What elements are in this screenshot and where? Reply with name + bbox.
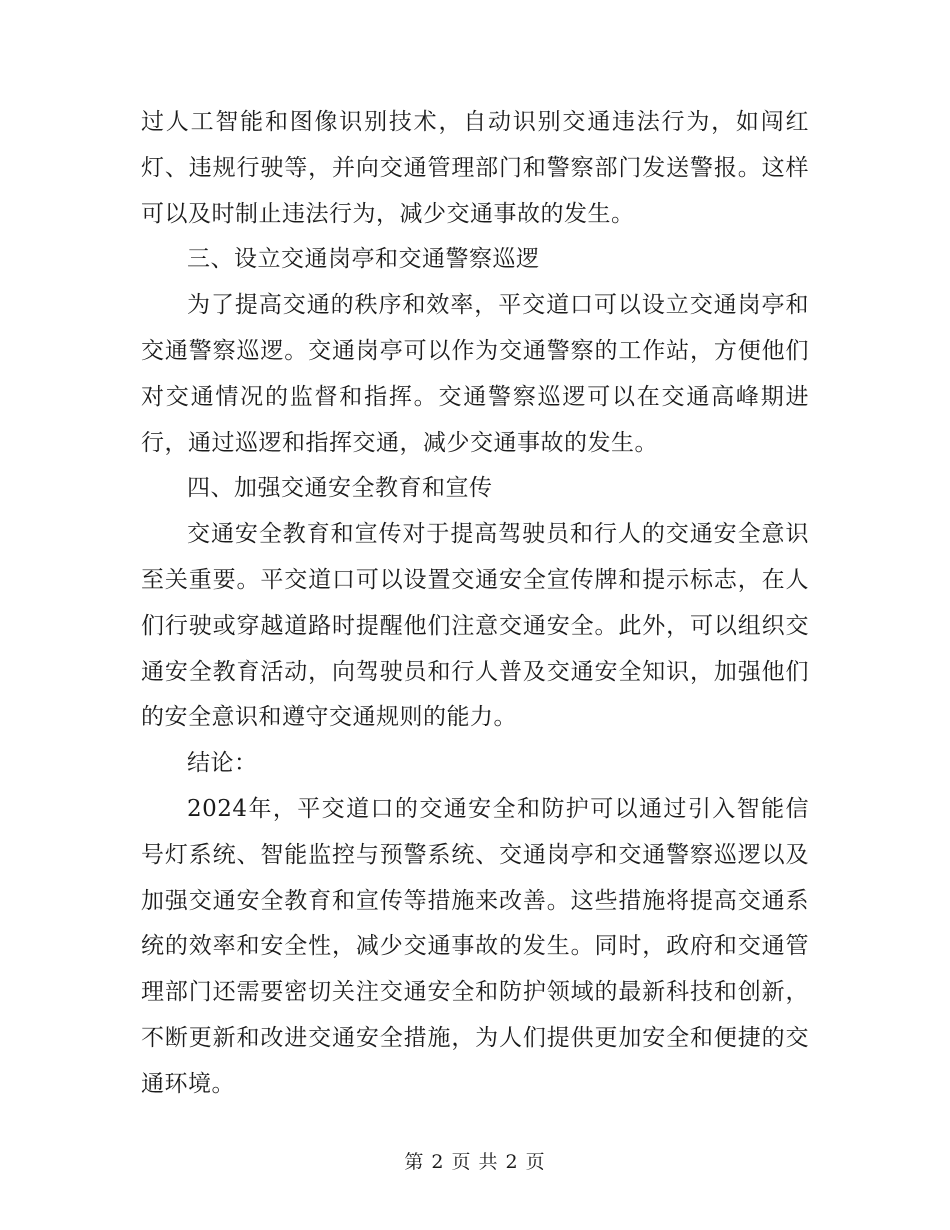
paragraph-section-3: 为了提高交通的秩序和效率，平交道口可以设立交通岗亭和交通警察巡逻。交通岗亭可以作为交通警察的工作站，方便他们对交通情况的监督和指挥。交通警察巡逻可以在交通高峰期进行，通过巡逻和指挥交通，减少交通事故的发生。 bbox=[141, 292, 809, 456]
section-heading-3: 三、设立交通岗亭和交通警察巡逻 bbox=[187, 246, 540, 273]
paragraph-continuation: 过人工智能和图像识别技术，自动识别交通违法行为，如闯红灯、违规行驶等，并向交通管理部门和警察部门发送警报。这样可以及时制止违法行为，减少交通事故的发生。 bbox=[141, 109, 809, 227]
document-body bbox=[141, 100, 809, 1108]
paragraph-conclusion: 2024年，平交道口的交通安全和防护可以通过引入智能信号灯系统、智能监控与预警系统、交通岗亭和交通警察巡逻以及加强交通安全教育和宣传等措施来改善。这些措施将提高交通系统的效率和安全性，减少交通事故的发生。同时，政府和交通管理部门还需要密切关注交通安全和防护领域的最新科技和创新，不断更新和改进交通安全措施，为人们提供更加安全和便捷的交通环境。 bbox=[141, 795, 809, 1097]
paragraph-section-4: 交通安全教育和宣传对于提高驾驶员和行人的交通安全意识至关重要。平交道口可以设置交通安全宣传牌和提示标志，在人们行驶或穿越道路时提醒他们注意交通安全。此外，可以组织交通安全教育活动，向驾驶员和行人普及交通安全知识，加强他们的安全意识和遵守交通规则的能力。 bbox=[141, 521, 809, 731]
conclusion-heading: 结论： bbox=[187, 750, 258, 777]
page-number-footer: 第 2 页 共 2 页 bbox=[404, 1151, 546, 1173]
section-heading-4: 四、加强交通安全教育和宣传 bbox=[187, 475, 493, 502]
